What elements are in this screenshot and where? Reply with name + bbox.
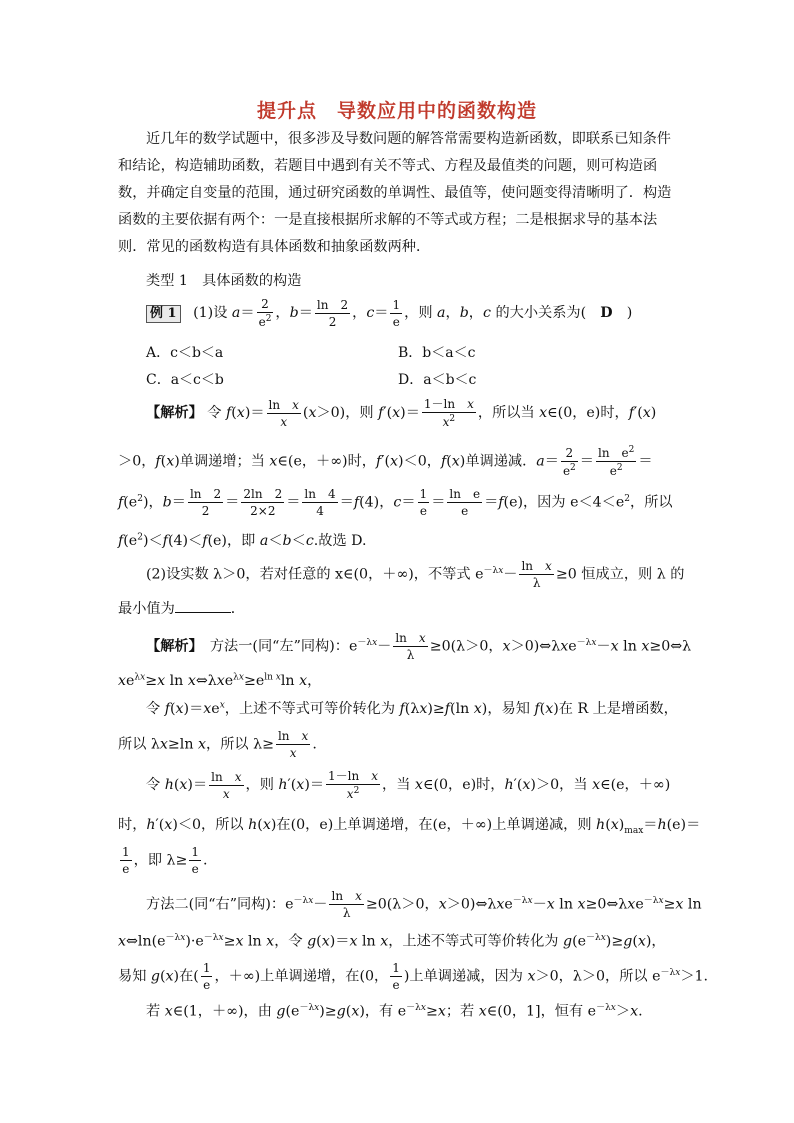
example1-question: 例 1 (1)设 a＝ $\frac{2}{e^2}$ ，b＝ $\frac{\ln 2}{2}$ ，c＝ $\frac{1}{e}$ ，则 a，b，c 的大小关系为( D ) xyxy=(146,298,632,328)
q2-text-a: (2)设实数 λ＞0，若对任意的 x∈(0，＋∞)，不等式 e xyxy=(146,566,484,583)
method1-label: 方法一(同“左”同构)： xyxy=(209,638,349,655)
example-label: 例 1 xyxy=(146,305,181,323)
method2-label: 方法二(同“右”同构)： xyxy=(146,896,286,913)
method2-line3: 易知 g(x)在( $\frac{1}{e}$ ，＋∞)上单调递增，在(0， $\frac{1}{e}$ )上单调递减，因为 x＞0，λ＞0，所以 $e^{-\lambda x}>1$. xyxy=(118,961,709,992)
analysis1-line4: $f(e^2)<f(4)<f(e)$，即 a＜b＜c.故选 D. xyxy=(118,532,367,549)
method1-line5: 令 h(x)＝ $\frac{\text{ln x}}{x}$ ，则 h′(x)＝ $\frac{\text{1－ln x}}{x^2}$ ，当 x∈(0，e)时，h′(x)＞0，当 x∈(e，＋∞) xyxy=(146,769,671,801)
analysis1-line2: ＞0，f(x)单调递增；当 x∈(e，＋∞)时，f′(x)＜0，f(x)单调递减．a＝ $\frac{2}{e^2}$ ＝ $\frac{\ln e^2}{e^2}$ ＝ xyxy=(118,445,653,478)
option-d: D．a＜b＜c xyxy=(398,372,477,388)
method1-line7: $\frac{1}{e}$ ，即 λ≥ $\frac{1}{e}$ . xyxy=(122,845,208,876)
q2-text-c: 最小值为 xyxy=(118,601,175,617)
option-a: A．c＜b＜a xyxy=(146,345,224,361)
method2-line2: $x\Leftrightarrow\ln(e^{-\lambda x})\cdot e^{-\lambda x}\ge x$ ln x，令 g(x)＝x ln x，上述不等式可等价转化为 $g(e^{-\lambda x})\ge g(x)$， xyxy=(118,933,666,950)
q2-text-b: ≥0 恒成立，则 λ 的 xyxy=(555,566,685,583)
intro-paragraph: 近几年的数学试题中，很多涉及导数问题的解答常需要构造新函数，即联系已知条件和结论，构造辅助函数，若题目中遇到有关不等式、方程及最值类的问题，则可构造函数，并确定自变量的范围，通过研究函数的单调性、最值等，使问题变得清晰明了．构造函数的主要依据有两个：一是直接根据所求解的不等式或方程；二是根据求导的基本法则．常见的函数构造有具体函数和抽象函数两种． xyxy=(118,131,672,255)
option-b: B．b＜a＜c xyxy=(398,345,476,361)
method1-line2: $xe^{\lambda x}\ge x$ $\ln x\Leftrightarrow\lambda xe^{\lambda x}\ge e^{ln x}\ln$ x， xyxy=(118,672,322,689)
analysis1-line1: 【解析】 令 f(x)＝ $\frac{\text{ln x}}{x}$ (x＞0)，则 f′(x)＝ $\frac{\text{1－ln x}}{x^2}$ ，所以当 x∈(0，e)时，f′(x) xyxy=(146,397,657,429)
q2-line1: (2)设实数 λ＞0，若对任意的 x∈(0，＋∞)，不等式 $e^{-\lambda x}-$ $\frac{\text{ln x}}{\lambda}$ ≥0 恒成立，则 λ 的 xyxy=(146,559,685,590)
method2-line4: 若 x∈(1，＋∞)，由 $g(e^{-\lambda x})\ge g(x)$，有 $e^{-\lambda x}\ge x$；若 x∈(0，1]，恒有 $e^{-\lambda x}>x$. xyxy=(146,1003,643,1020)
method1-line4: 所以 λx≥ln x，所以 λ≥ $\frac{\text{ln x}}{x}$ . xyxy=(118,729,317,760)
analysis1-line3: $f(e^2)$，b＝ $\frac{\ln 2}{2}$ ＝ $\frac{2\ln 2}{2\times 2}$ ＝ $\frac{\ln 4}{4}$ ＝f(4)，c＝ $\frac{1}{e}$ ＝ $\frac{\text{ln e}}{e}$ ＝f(e)，因为 $e<4<e^2$，所以 xyxy=(118,487,673,518)
method2-line1: 方法二(同“右”同构)：$e^{-\lambda x}-$ $\frac{\text{ln x}}{\lambda}$ ≥0(λ＞0，x＞0)⇔λxe$^{-\lambda x}$－x ln x≥0⇔λxe$^{-\lambda x}$≥x ln xyxy=(146,889,702,920)
type1-heading: 类型 1 具体函数的构造 xyxy=(146,273,302,289)
q1-answer: D xyxy=(600,305,613,321)
method1-line3: 令 $f(x)=xe^x$，上述不等式可等价转化为 f(λx)≥f(ln x)，易知 f(x)在 R 上是增函数， xyxy=(146,700,678,717)
option-c: C．a＜c＜b xyxy=(146,372,224,388)
method1-line6: 时，h′(x)＜0，所以 h(x)在(0，e)上单调递增，在(e，＋∞)上单调递减，则 $h(x)_{max}=h(e)=$ xyxy=(118,817,701,836)
answer-blank xyxy=(175,600,231,613)
q2-line2: 最小值为 ． xyxy=(118,601,245,617)
analysis-label: 【解析】 xyxy=(146,405,203,421)
page-title: 提升点 导数应用中的函数构造 xyxy=(256,100,537,122)
method1-line1: 【解析】 方法一(同“左”同构)：$e^{-\lambda x}-$ $\frac{\text{ln x}}{\lambda}$ ≥0(λ＞0，x＞0)⇔λxe$^{-\lambda x}$－x ln x≥0⇔λ xyxy=(146,631,692,662)
q1-prefix: (1)设 xyxy=(193,305,228,321)
